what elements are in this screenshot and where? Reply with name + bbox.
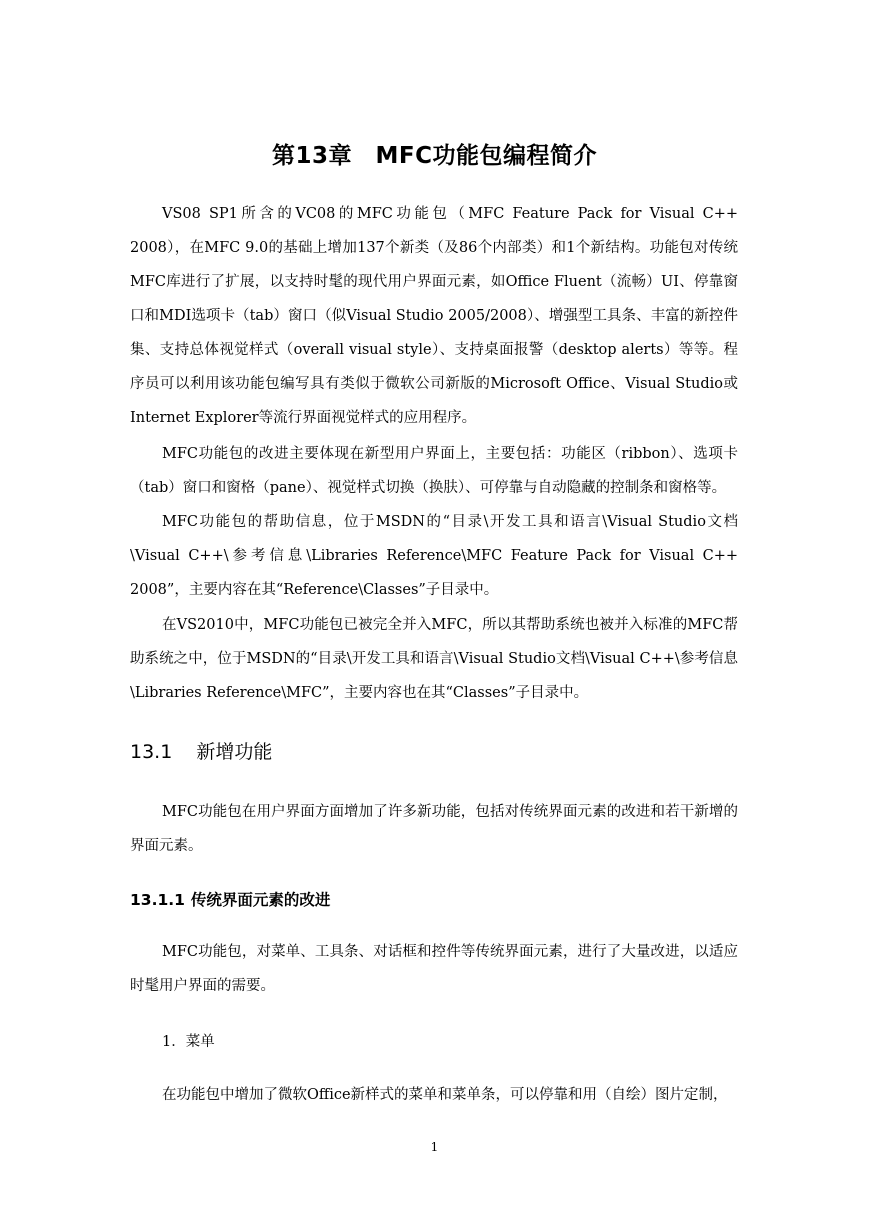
page-number: 1 xyxy=(430,1140,439,1154)
section-number: 13.1 xyxy=(130,741,173,763)
section-intro-paragraph: MFC功能包在用户界面方面增加了许多新功能，包括对传统界面元素的改进和若干新增的界面元素。 xyxy=(130,804,738,854)
subsection-intro-paragraph: MFC功能包，对菜单、工具条、对话框和控件等传统界面元素，进行了大量改进，以适应时髦用户界面的需要。 xyxy=(130,944,738,994)
subsection-heading xyxy=(130,888,330,910)
section-heading xyxy=(130,737,272,764)
subsection-number: 13.1.1 xyxy=(130,891,185,909)
chapter-title: 第13章 MFC功能包编程简介 xyxy=(272,143,597,169)
list-item-paragraph: 在功能包中增加了微软Office新样式的菜单和菜单条，可以停靠和用（自绘）图片定制， xyxy=(162,1087,728,1103)
list-item-label: 1．菜单 xyxy=(162,1034,215,1050)
paragraph-help-info: MFC功能包的帮助信息，位于MSDN的“目录\开发工具和语言\Visual Studio文档\Visual C++\参考信息\Libraries Reference\MFC Feature Pack for Visual C++ 2008”，主要内容在其“Reference\Classes”子目录中。 xyxy=(130,514,738,598)
section-title: 新增功能 xyxy=(196,741,273,763)
subsection-title: 传统界面元素的改进 xyxy=(190,891,331,909)
paragraph-improvements: MFC功能包的改进主要体现在新型用户界面上，主要包括：功能区（ribbon）、选项卡（tab）窗口和窗格（pane）、视觉样式切换（换肤）、可停靠与自动隐藏的控制条和窗格等。 xyxy=(130,446,738,496)
paragraph-feature-pack-overview: VS08 SP1所含的VC08的MFC功能包（MFC Feature Pack for Visual C++ 2008），在MFC 9.0的基础上增加137个新类（及86个内部类）和1个新结构。功能包对传统MFC库进行了扩展，以支持时髦的现代用户界面元素，如Office Fluent（流畅）UI、停靠窗口和MDI选项卡（tab）窗口（似Visual Studio 2005/2008）、增强型工具条、丰富的新控件集、支持总体视觉样式（overall visual style）、支持桌面报警（desktop alerts）等等。程序员可以利用该功能包编写具有类似于微软公司新版的Microsoft Office、Visual Studio或Internet Explorer等流行界面视觉样式的应用程序。 xyxy=(130,206,738,426)
paragraph-vs2010: 在VS2010中，MFC功能包已被完全并入MFC，所以其帮助系统也被并入标准的MFC帮助系统之中，位于MSDN的“目录\开发工具和语言\Visual Studio文档\Visual C++\参考信息\Libraries Reference\MFC”，主要内容也在其“Classes”子目录中。 xyxy=(130,617,738,701)
